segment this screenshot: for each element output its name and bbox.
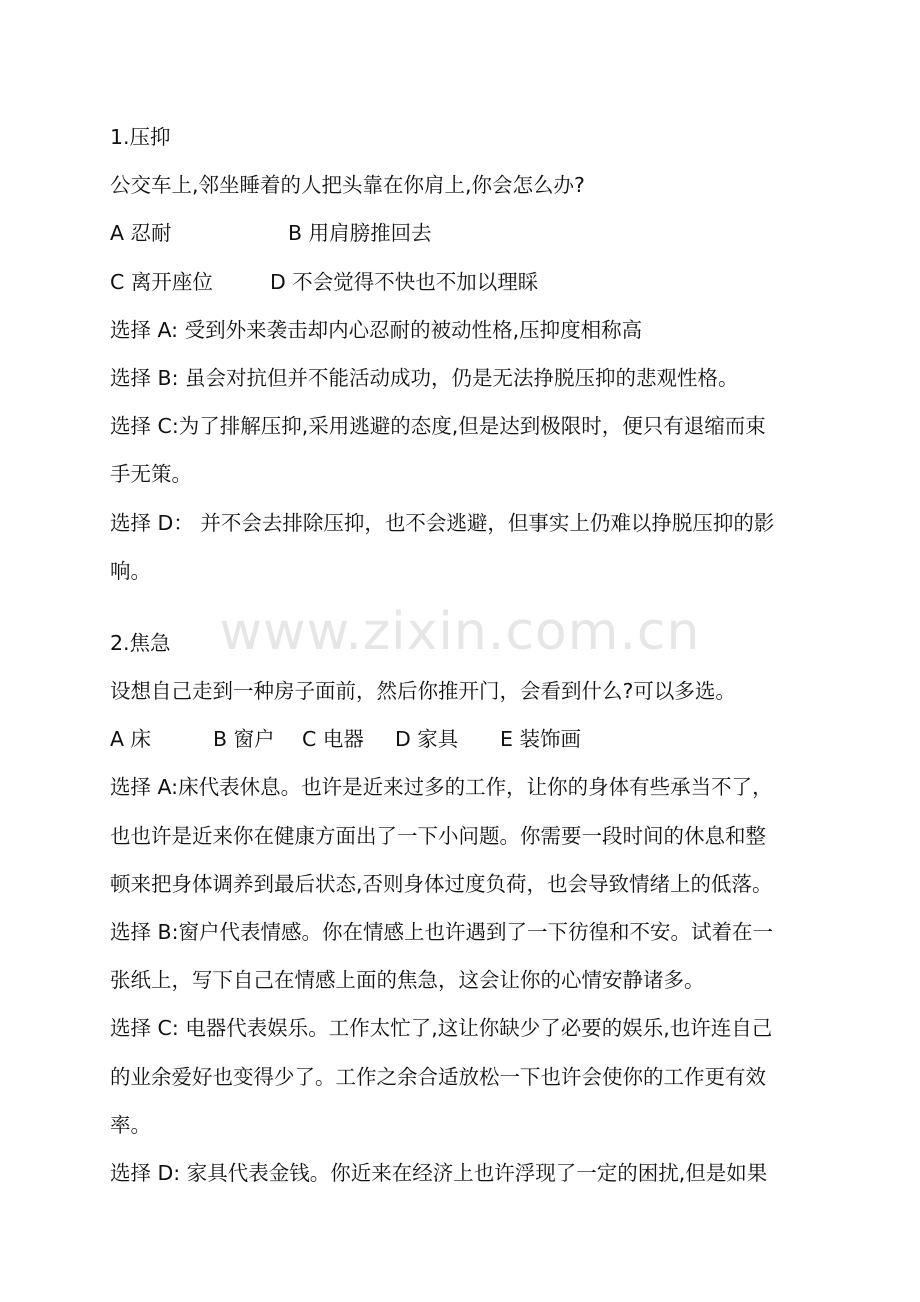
answer-line: 也也许是近来你在健康方面出了一下小问题。你需要一段时间的休息和整	[110, 823, 766, 848]
option-c: C 离开座位	[110, 269, 213, 294]
answer-line: 选择 A:床代表休息。也许是近来过多的工作，让你的身体有些承当不了，	[110, 775, 773, 800]
answer-line: 的业余爱好也变得少了。工作之余合适放松一下也许会使你的工作更有效	[110, 1064, 766, 1089]
answer-line: 选择 B:窗户代表情感。你在情感上也许遇到了一下彷徨和不安。试着在一	[110, 920, 773, 944]
option-c: C 电器	[302, 727, 364, 752]
section-2-question: 设想自己走到一种房子面前，然后你推开门，会看到什么?可以多选。	[110, 679, 736, 704]
answer-line: 顿来把身体调养到最后状态,否则身体过度负荷，也会导致情绪上的低落。	[110, 871, 773, 896]
answer-line: 选择 C:为了排解压抑,采用逃避的态度,但是达到极限时，便只有退缩而束	[110, 414, 766, 439]
section-1-options-row-1	[110, 219, 830, 267]
option-b: B 用肩膀推回去	[288, 221, 432, 246]
answer-line: 选择 D： 并不会去排除压抑，也不会逃避，但事实上仍难以挣脱压抑的影	[110, 510, 775, 535]
document-body	[110, 123, 830, 1207]
option-a: A 忍耐	[110, 221, 172, 246]
answer-line: 选择 A: 受到外来袭击却内心忍耐的被动性格,压抑度相称高	[110, 317, 643, 342]
section-1-title: 1.压抑	[110, 125, 171, 149]
section-gap	[110, 605, 830, 629]
answer-line: 张纸上，写下自己在情感上面的焦急，这会让你的心情安静诸多。	[110, 968, 705, 993]
section-1-question: 公交车上,邻坐睡着的人把头靠在你肩上,你会怎么办?	[110, 173, 585, 198]
watermark: www.zixin.com.cn	[219, 602, 701, 662]
answer-line: 手无策。	[110, 462, 192, 487]
option-e: E 装饰画	[500, 727, 581, 752]
option-a: A 床	[110, 727, 152, 752]
option-d: D 不会觉得不快也不加以理睬	[270, 269, 539, 294]
option-d: D 家具	[395, 727, 459, 752]
answer-line: 率。	[110, 1112, 151, 1137]
option-b: B 窗户	[213, 727, 275, 752]
answer-line: 响。	[110, 558, 151, 583]
answer-line: 选择 D: 家具代表金钱。你近来在经济上也许浮现了一定的困扰,但是如果	[110, 1160, 768, 1185]
answer-line: 选择 B: 虽会对抗但并不能活动成功，仍是无法挣脱压抑的悲观性格。	[110, 365, 739, 390]
section-1-options-row-2	[110, 268, 830, 316]
section-2-title: 2.焦急	[110, 630, 171, 655]
answer-line: 选择 C: 电器代表娱乐。工作太忙了,这让你缺少了必要的娱乐,也许连自己	[110, 1016, 773, 1041]
section-2-options	[110, 725, 830, 773]
